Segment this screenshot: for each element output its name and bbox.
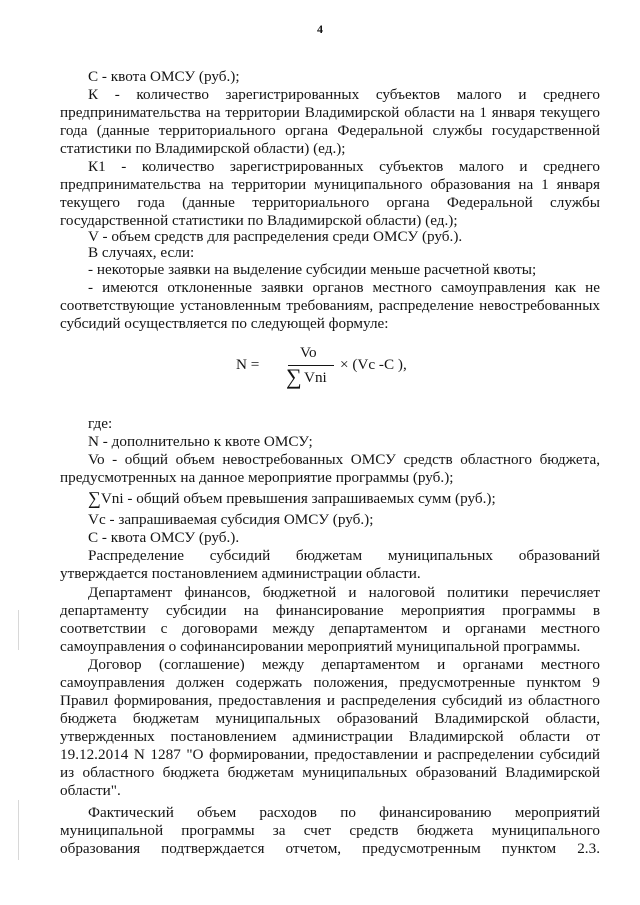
sum-symbol: ∑ xyxy=(286,364,302,389)
text-line: субсидий осуществляется по следующей формуле: xyxy=(60,315,389,332)
text-line: В случаях, если: xyxy=(88,244,195,261)
text-line: N - дополнительно к квоте ОМСУ; xyxy=(88,433,313,450)
text-line: предусмотренных на данное мероприятие программы (руб.); xyxy=(60,469,454,486)
page-number: 4 xyxy=(317,22,323,36)
text-line: года (данные территориального органа Федеральной службы государственной xyxy=(60,122,600,139)
text-line: С - квота ОМСУ (руб.); xyxy=(88,68,240,85)
text-line: из областного бюджета бюджетам муниципальных образований Владимирской xyxy=(60,764,600,781)
text-line: Распределение субсидий бюджетам муниципальных образований xyxy=(88,547,600,564)
text-line: области". xyxy=(60,782,121,799)
text-line: 19.12.2014 N 1287 "О формировании, предоставлении и распределении субсидий xyxy=(60,746,600,763)
text-line: утверждается постановлением администрации области. xyxy=(60,565,421,582)
text-line: Договор (соглашение) между департаментом и органами местного xyxy=(88,656,600,673)
text-line: С - квота ОМСУ (руб.). xyxy=(88,529,240,546)
text-line: предпринимательства на территории муниципального образования на 1 января xyxy=(60,176,600,193)
text-line: предпринимательства на территории Владимирской области на 1 января текущего xyxy=(60,104,600,121)
formula-denominator: Vni xyxy=(304,369,327,386)
scan-artifact xyxy=(18,800,19,860)
text-line: Vo - общий объем невостребованных ОМСУ средств областного бюджета, xyxy=(88,451,600,468)
formula-lhs: N = xyxy=(236,356,260,373)
text-line: Департамент финансов, бюджетной и налоговой политики перечисляет xyxy=(88,584,600,601)
text-line: - некоторые заявки на выделение субсидии меньше расчетной квоты; xyxy=(88,261,537,278)
text-line: департаменту субсидии на финансирование мероприятия программы в xyxy=(60,602,600,619)
text-line: самоуправления о софинансировании мероприятий муниципальной программы. xyxy=(60,638,581,655)
text-line: К1 - количество зарегистрированных субъектов малого и среднего xyxy=(88,158,600,175)
text-line xyxy=(88,489,600,508)
text-line: муниципальной программы за счет средств бюджета муниципального xyxy=(60,822,600,839)
distribution-formula xyxy=(236,342,436,394)
text-line: где: xyxy=(88,415,113,432)
text-line: самоуправления должен содержать положения, предусмотренные пунктом 9 xyxy=(60,674,600,691)
scan-artifact xyxy=(18,610,19,650)
formula-numerator: Vo xyxy=(300,344,317,361)
formula-rhs: × (Vc -C ), xyxy=(340,356,407,373)
sum-symbol: ∑ xyxy=(88,488,101,508)
text-line-content: Vni - общий объем превышения запрашиваемых сумм (руб.); xyxy=(100,490,496,507)
text-line: V - объем средств для распределения среди ОМСУ (руб.). xyxy=(88,228,463,245)
text-line: Vc - запрашиваемая субсидия ОМСУ (руб.); xyxy=(88,511,374,528)
text-line: Правил формирования, предоставления и распределения субсидий из областного xyxy=(60,692,600,709)
text-line: утвержденных постановлением администрации Владимирской области от xyxy=(60,728,600,745)
text-line: государственной статистики по Владимирской области) (ед.); xyxy=(60,212,458,229)
text-line: К - количество зарегистрированных субъектов малого и среднего xyxy=(88,86,600,103)
text-line: образования подтверждается отчетом, предусмотренным пунктом 2.3. xyxy=(60,840,600,857)
text-line: бюджета бюджетам муниципальных образований Владимирской области, xyxy=(60,710,600,727)
text-line: статистики по Владимирской области) (ед.); xyxy=(60,140,346,157)
text-line: Фактический объем расходов по финансированию мероприятий xyxy=(88,804,600,821)
text-line: текущего года (данные территориального органа Федеральной службы xyxy=(60,194,600,211)
text-line: соответствии с договорами между департаментом и органами местного xyxy=(60,620,600,637)
text-line: - имеются отклоненные заявки органов местного самоуправления как не xyxy=(88,279,600,296)
text-line: соответствующие установленным требованиям, распределение невостребованных xyxy=(60,297,600,314)
